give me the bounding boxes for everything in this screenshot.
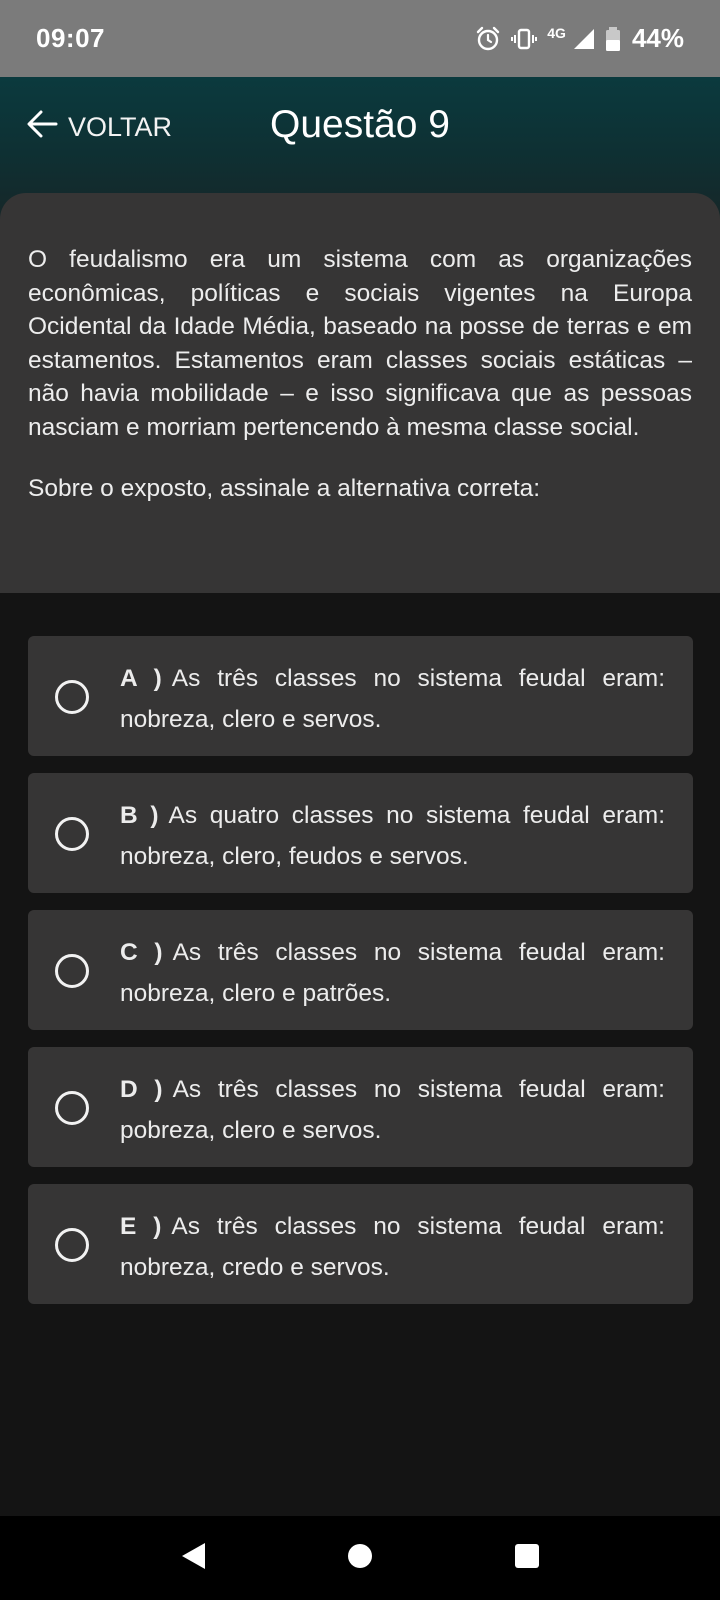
network-type: 4G [547,24,566,41]
back-label: VOLTAR [68,111,173,142]
option-letter: E ) [120,1213,162,1240]
square-recents-icon [513,1542,541,1575]
circle-home-icon [346,1542,374,1575]
option-b[interactable] [28,773,693,893]
back-button[interactable] [26,107,172,147]
option-letter: B ) [120,802,159,829]
battery-percent: 44% [631,23,684,53]
option-letter: A ) [120,665,162,692]
status-bar [0,0,720,77]
nav-recents-button[interactable] [507,1538,547,1578]
system-nav-bar [0,1516,720,1600]
option-e[interactable] [28,1184,693,1304]
option-letter: D ) [120,1076,163,1103]
vibrate-icon [511,27,537,51]
status-time: 09:07 [36,23,105,53]
option-text: As quatro classes no sistema feudal eram: nobreza, clero, feudos e servos. [120,802,665,870]
options-list [28,636,693,1321]
question-prompt: Sobre o exposto, assinale a alternativa correta: [28,475,541,502]
radio-unchecked-icon[interactable] [55,680,89,714]
option-text: As três classes no sistema feudal eram: nobreza, clero e patrões. [120,939,665,1007]
nav-home-button[interactable] [340,1538,380,1578]
arrow-left-icon [26,109,58,146]
alarm-icon [475,26,501,52]
option-letter: C ) [120,939,163,966]
option-text: As três classes no sistema feudal eram: pobreza, clero e servos. [120,1076,665,1144]
triangle-back-icon [179,1541,207,1576]
question-text: O feudalismo era um sistema com as organizações econômicas, políticas e sociais vigentes na Europa Ocidental da Idade Média, baseado na posse de terras e em estamentos. Estamentos eram classes sociais estáticas – não havia mobilidade – e isso significava que as pessoas nasciam e morriam pertencendo à mesma classe social. [28,246,692,441]
option-text: As três classes no sistema feudal eram: nobreza, clero e servos. [120,665,666,733]
radio-unchecked-icon[interactable] [55,954,89,988]
option-c[interactable] [28,910,693,1030]
page-title: Questão 9 [270,103,450,146]
option-text: As três classes no sistema feudal eram: nobreza, credo e servos. [120,1213,665,1281]
radio-unchecked-icon[interactable] [55,1091,89,1125]
radio-unchecked-icon[interactable] [55,1228,89,1262]
option-d[interactable] [28,1047,693,1167]
option-a[interactable] [28,636,693,756]
signal-icon [572,27,596,51]
status-icons [475,23,684,54]
nav-back-button[interactable] [173,1538,213,1578]
radio-unchecked-icon[interactable] [55,817,89,851]
question-card [0,193,720,593]
battery-icon [606,27,620,51]
